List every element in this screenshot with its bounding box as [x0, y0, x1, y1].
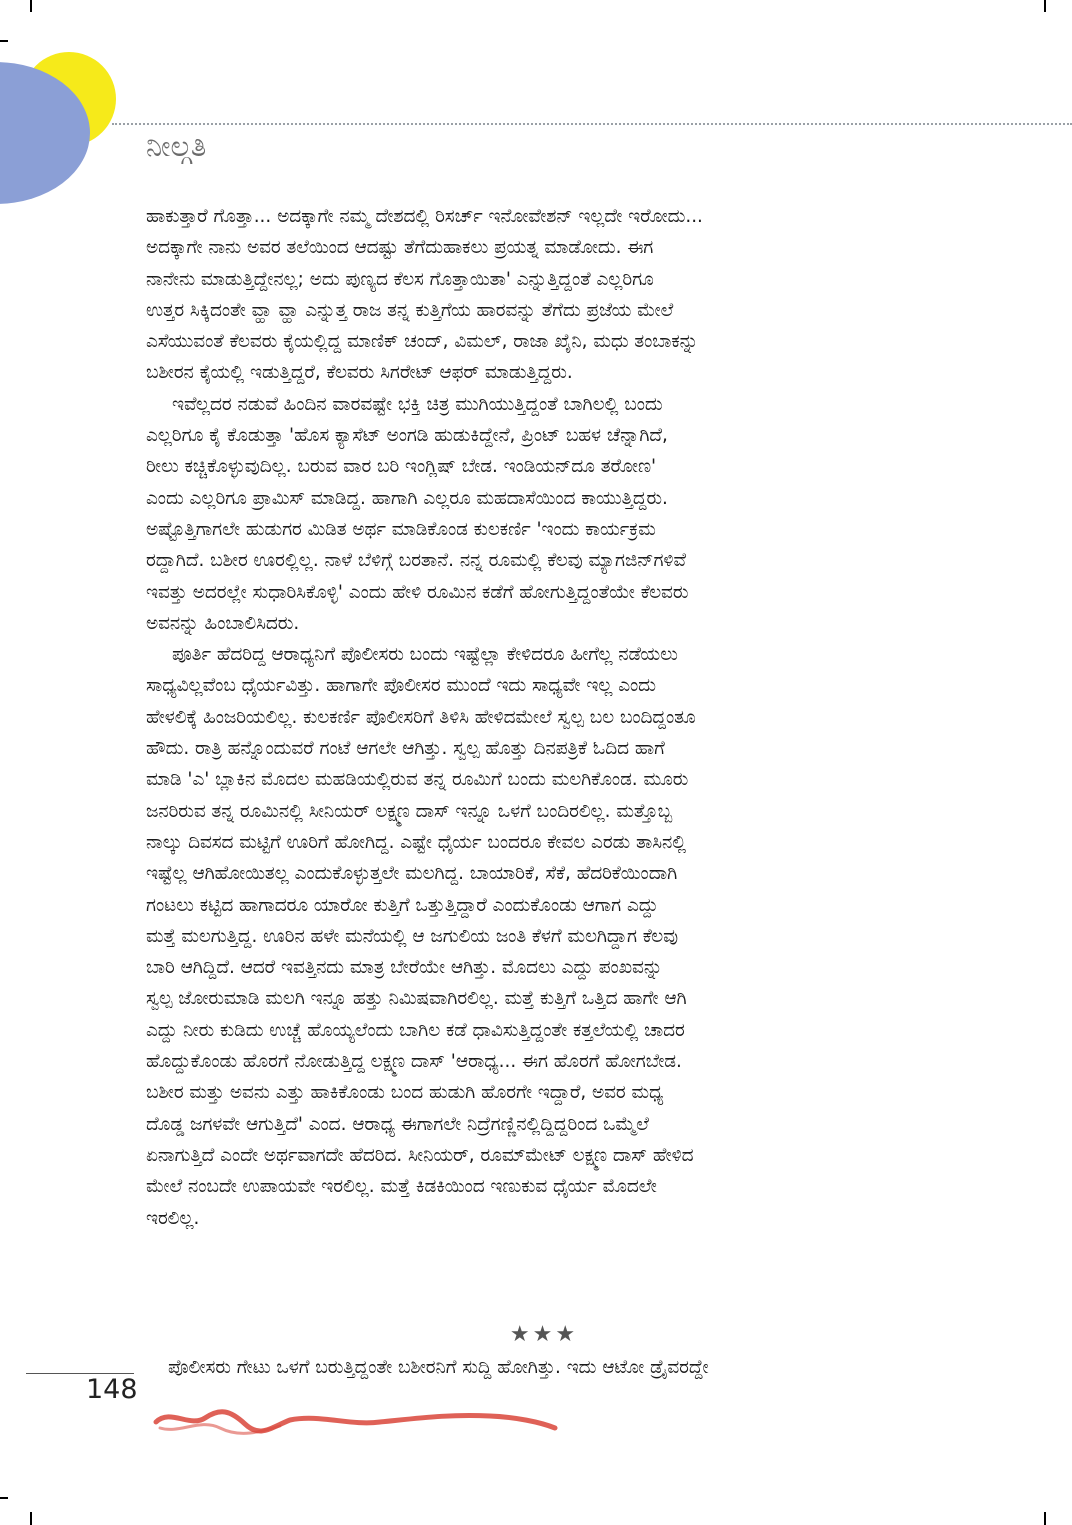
body-line: ಏನಾಗುತ್ತಿದೆ ಎಂದೇ ಅರ್ಥವಾಗದೇ ಹೆದರಿದ. ಸೀನಿಯರ್, ರೂಮ್‌ಮೇಟ್ ಲಕ್ಷ್ಮಣ ದಾಸ್ ಹೇಳಿದ	[146, 1144, 694, 1166]
body-line: ಎಲ್ಲರಿಗೂ ಕೈ ಕೊಡುತ್ತಾ 'ಹೊಸ ಕ್ಯಾಸೆಟ್ ಅಂಗಡಿ ಹುಡುಕಿದ್ದೇನೆ, ಪ್ರಿಂಟ್ ಬಹಳ ಚೆನ್ನಾಗಿದೆ,	[146, 425, 668, 447]
body-line: ಎಸೆಯುವಂತೆ ಕೆಲವರು ಕೈಯಲ್ಲಿದ್ದ ಮಾಣಿಕ್ ಚಂದ್, ವಿಮಲ್, ರಾಜಾ ಖೈನಿ, ಮಧು ತಂಬಾಕನ್ನು	[146, 331, 699, 353]
body-line: ಎಂದು ಎಲ್ಲರಿಗೂ ಪ್ರಾಮಿಸ್ ಮಾಡಿದ್ದ. ಹಾಗಾಗಿ ಎಲ್ಲರೂ ಮಹದಾಸೆಯಿಂದ ಕಾಯುತ್ತಿದ್ದರು.	[146, 487, 668, 509]
section-separator: ★★★	[509, 1322, 579, 1347]
continuation-line: ಪೊಲೀಸರು ಗೇಟು ಒಳಗೆ ಬರುತ್ತಿದ್ದಂತೇ ಬಶೀರನಿಗೆ ಸುದ್ದಿ ಹೋಗಿತ್ತು. ಇದು ಆಟೋ ಡ್ರೈವರದ್ದೇ	[168, 1357, 709, 1378]
body-line: ಬಶೀರ ಮತ್ತು ಅವನು ಎತ್ತು ಹಾಕಿಕೊಂಡು ಬಂದ ಹುಡುಗಿ ಹೊರಗೇ ಇದ್ದಾರೆ, ಅವರ ಮಧ್ಯ	[146, 1082, 664, 1104]
running-head-title: ನೀಲ್ಗತಿ	[146, 129, 207, 163]
body-line: ಬಶೀರನ ಕೈಯಲ್ಲಿ ಇಡುತ್ತಿದ್ದರೆ, ಕೆಲವರು ಸಿಗರೇಟ್ ಆಫರ್ ಮಾಡುತ್ತಿದ್ದರು.	[146, 362, 573, 384]
body-line: ಪೂರ್ತಿ ಹೆದರಿದ್ದ ಆರಾಧ್ಯನಿಗೆ ಪೊಲೀಸರು ಬಂದು ಇಷ್ಟೆಲ್ಲಾ ಕೇಳಿದರೂ ಹೀಗೆಲ್ಲ ನಡೆಯಲು	[172, 644, 678, 666]
crop-mark	[1044, 1512, 1046, 1525]
body-line: ರದ್ದಾಗಿದೆ. ಬಶೀರ ಊರಲ್ಲಿಲ್ಲ. ನಾಳೆ ಬೆಳಿಗ್ಗೆ ಬರತಾನೆ. ನನ್ನ ರೂಮಲ್ಲಿ ಕೆಲವು ಮ್ಯಾಗಜಿನ್‌ಗಳಿವೆ	[146, 550, 686, 572]
body-line: ಜನರಿರುವ ತನ್ನ ರೂಮಿನಲ್ಲಿ ಸೀನಿಯರ್ ಲಕ್ಷ್ಮಣ ದಾಸ್ ಇನ್ನೂ ಒಳಗೆ ಬಂದಿರಲಿಲ್ಲ. ಮತ್ತೊಬ್ಬ	[146, 800, 673, 822]
body-line: ಬಾರಿ ಆಗಿದ್ದಿದೆ. ಆದರೆ ಇವತ್ತಿನದು ಮಾತ್ರ ಬೇರೆಯೇ ಆಗಿತ್ತು. ಮೊದಲು ಎದ್ದು ಪಂಖವನ್ನು	[146, 957, 663, 979]
body-line: ಇವೆಲ್ಲದರ ನಡುವೆ ಹಿಂದಿನ ವಾರವಷ್ಟೇ ಭಕ್ತಿ ಚಿತ್ರ ಮುಗಿಯುತ್ತಿದ್ದಂತೆ ಬಾಗಿಲಲ್ಲಿ ಬಂದು	[172, 393, 663, 415]
body-line: ದೊಡ್ಡ ಜಗಳವೇ ಆಗುತ್ತಿದೆ' ಎಂದ. ಆರಾಧ್ಯ ಈಗಾಗಲೇ ನಿದ್ರೆಗಣ್ಣಿನಲ್ಲಿದ್ದಿದ್ದರಿಂದ ಒಮ್ಮೆಲೆ	[146, 1113, 649, 1135]
body-line: ಮತ್ತೆ ಮಲಗುತ್ತಿದ್ದ. ಊರಿನ ಹಳೇ ಮನೆಯಲ್ಲಿ ಆ ಜಗುಲಿಯ ಜಂತಿ ಕೆಳಗೆ ಮಲಗಿದ್ದಾಗ ಕೆಲವು	[146, 925, 679, 947]
header-dotted-rule	[112, 123, 1072, 125]
page-number: 148	[86, 1374, 138, 1405]
crop-mark	[0, 40, 8, 42]
body-line: ಸಾಧ್ಯವಿಲ್ಲವೆಂಬ ಧೈರ್ಯವಿತ್ತು. ಹಾಗಾಗೇ ಪೊಲೀಸರ ಮುಂದೆ ಇದು ಸಾಧ್ಯವೇ ಇಲ್ಲ ಎಂದು	[146, 675, 656, 697]
crop-mark	[30, 0, 32, 12]
crop-mark	[1044, 0, 1046, 12]
body-line: ಅಷ್ಟೊತ್ತಿಗಾಗಲೇ ಹುಡುಗರ ಮಿಡಿತ ಅರ್ಥ ಮಾಡಿಕೊಂಡ ಕುಲಕರ್ಣಿ 'ಇಂದು ಕಾರ್ಯಕ್ರಮ	[146, 518, 656, 540]
body-line: ಉತ್ತರ ಸಿಕ್ಕಿದಂತೇ ವ್ಹಾ ವ್ಹಾ ಎನ್ನುತ್ತ ರಾಜ ತನ್ನ ಕುತ್ತಿಗೆಯ ಹಾರವನ್ನು ತೆಗೆದು ಪ್ರಜೆಯ ಮೇಲೆ	[146, 299, 674, 321]
body-line: ಎದ್ದು ನೀರು ಕುಡಿದು ಉಚ್ಚೆ ಹೊಯ್ಯಲೆಂದು ಬಾಗಿಲ ಕಡೆ ಧಾವಿಸುತ್ತಿದ್ದಂತೇ ಕತ್ತಲೆಯಲ್ಲಿ ಚಾದರ	[146, 1019, 685, 1041]
body-line: ಮೇಲೆ ನಂಬದೇ ಉಪಾಯವೇ ಇರಲಿಲ್ಲ. ಮತ್ತೆ ಕಿಡಕಿಯಿಂದ ಇಣುಕುವ ಧೈರ್ಯ ಮೊದಲೇ	[146, 1176, 657, 1198]
crop-mark	[0, 1497, 8, 1499]
body-line: ಹೇಳಲಿಕ್ಕೆ ಹಿಂಜರಿಯಲಿಲ್ಲ. ಕುಲಕರ್ಣಿ ಪೊಲೀಸರಿಗೆ ತಿಳಿಸಿ ಹೇಳಿದಮೇಲೆ ಸ್ವಲ್ಪ ಬಲ ಬಂದಿದ್ದಂತೂ	[146, 706, 696, 728]
body-line: ನಾನೇನು ಮಾಡುತ್ತಿದ್ದೇನಲ್ಲ; ಅದು ಪುಣ್ಯದ ಕೆಲಸ ಗೊತ್ತಾಯಿತಾ' ಎನ್ನುತ್ತಿದ್ದಂತೆ ಎಲ್ಲರಿಗೂ	[146, 268, 654, 290]
body-line: ಇರಲಿಲ್ಲ.	[146, 1207, 200, 1229]
body-line: ಇಷ್ಟೆಲ್ಲ ಆಗಿಹೋಯಿತಲ್ಲ ಎಂದುಕೊಳ್ಳುತ್ತಲೇ ಮಲಗಿದ್ದ. ಬಾಯಾರಿಕೆ, ಸೆಕೆ, ಹೆದರಿಕೆಯಿಂದಾಗಿ	[146, 863, 678, 885]
body-line: ಗಂಟಲು ಕಟ್ಟಿದ ಹಾಗಾದರೂ ಯಾರೋ ಕುತ್ತಿಗೆ ಒತ್ತುತ್ತಿದ್ದಾರೆ ಎಂದುಕೊಂಡು ಆಗಾಗ ಎದ್ದು	[146, 894, 659, 916]
body-line: ಹಾಕುತ್ತಾರೆ ಗೊತ್ತಾ... ಅದಕ್ಕಾಗೇ ನಮ್ಮ ದೇಶದಲ್ಲಿ ರಿಸರ್ಚ್ ಇನೋವೇಶನ್ ಇಲ್ಲದೇ ಇರೋದು...	[146, 206, 703, 227]
body-line: ಮಾಡಿ 'ಎ' ಬ್ಲಾಕಿನ ಮೊದಲ ಮಹಡಿಯಲ್ಲಿರುವ ತನ್ನ ರೂಮಿಗೆ ಬಂದು ಮಲಗಿಕೊಂಡ. ಮೂರು	[146, 769, 689, 791]
body-line: ರೀಲು ಕಚ್ಚಿಕೊಳ್ಳುವುದಿಲ್ಲ. ಬರುವ ವಾರ ಬರಿ ಇಂಗ್ಲಿಷ್ ಬೇಡ. ಇಂಡಿಯನ್‌ದೂ ತರೋಣ'	[146, 456, 657, 478]
body-line: ಇವತ್ತು ಅದರಲ್ಲೇ ಸುಧಾರಿಸಿಕೊಳ್ಳಿ' ಎಂದು ಹೇಳಿ ರೂಮಿನ ಕಡೆಗೆ ಹೋಗುತ್ತಿದ್ದಂತೆಯೇ ಕೆಲವರು	[146, 581, 689, 603]
body-line: ಹೊದ್ದುಕೊಂಡು ಹೊರಗೆ ನೋಡುತ್ತಿದ್ದ ಲಕ್ಷ್ಮಣ ದಾಸ್ 'ಆರಾಧ್ಯ... ಈಗ ಹೊರಗೆ ಹೋಗಬೇಡ.	[146, 1051, 682, 1073]
body-line: ಹೌದು. ರಾತ್ರಿ ಹನ್ನೊಂದುವರೆ ಗಂಟೆ ಆಗಲೇ ಆಗಿತ್ತು. ಸ್ವಲ್ಪ ಹೊತ್ತು ದಿನಪತ್ರಿಕೆ ಓದಿದ ಹಾಗೆ	[146, 738, 665, 760]
body-line: ಅದಕ್ಕಾಗೇ ನಾನು ಅವರ ತಲೆಯಿಂದ ಆದಷ್ಟು ತೆಗೆದುಹಾಕಲು ಪ್ರಯತ್ನ ಮಾಡೋದು. ಈಗ	[146, 237, 654, 259]
body-text	[146, 201, 952, 1234]
body-line: ನಾಲ್ಕು ದಿವಸದ ಮಟ್ಟಿಗೆ ಊರಿಗೆ ಹೋಗಿದ್ದ. ಎಷ್ಟೇ ಧೈರ್ಯ ಬಂದರೂ ಕೇವಲ ಎರಡು ತಾಸಿನಲ್ಲಿ	[146, 831, 687, 853]
body-line: ಸ್ವಲ್ಪ ಜೋರುಮಾಡಿ ಮಲಗಿ ಇನ್ನೂ ಹತ್ತು ನಿಮಿಷವಾಗಿರಲಿಲ್ಲ. ಮತ್ತೆ ಕುತ್ತಿಗೆ ಒತ್ತಿದ ಹಾಗೇ ಆಗಿ	[146, 988, 687, 1010]
crop-mark	[30, 1512, 32, 1525]
body-line: ಅವನನ್ನು ಹಿಂಬಾಲಿಸಿದರು.	[146, 612, 300, 634]
signature-scribble	[150, 1398, 560, 1446]
